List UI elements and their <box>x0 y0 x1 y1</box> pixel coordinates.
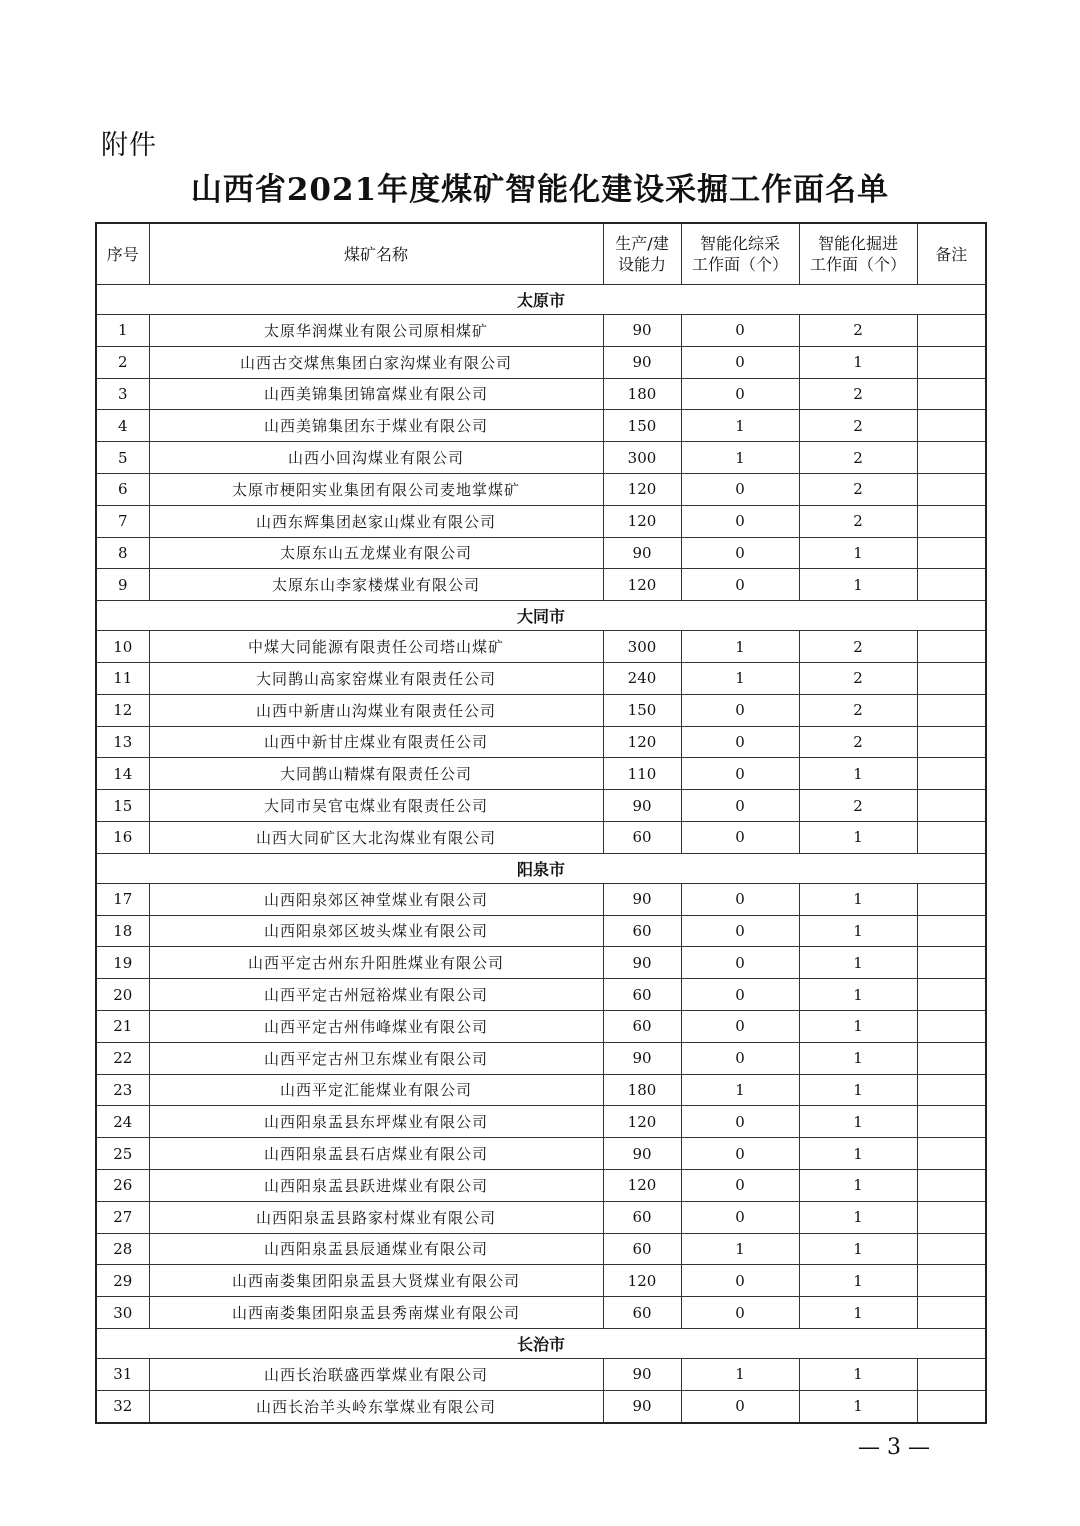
region-name: 大同市 <box>96 601 986 631</box>
cell-capacity: 60 <box>603 1201 681 1233</box>
cell-excavation: 1 <box>799 821 917 853</box>
table-row <box>96 631 986 663</box>
table-row <box>96 1042 986 1074</box>
cell-capacity: 60 <box>603 915 681 947</box>
cell-remark <box>917 442 986 474</box>
cell-no: 25 <box>96 1138 149 1170</box>
table-row <box>96 569 986 601</box>
cell-mine-name: 山西阳泉盂县跃进煤业有限公司 <box>149 1169 603 1201</box>
cell-mine-name: 太原华润煤业有限公司原相煤矿 <box>149 315 603 347</box>
cell-mine-name: 山西长治联盛西掌煤业有限公司 <box>149 1358 603 1390</box>
cell-excavation: 1 <box>799 569 917 601</box>
cell-mine-name: 大同鹊山精煤有限责任公司 <box>149 758 603 790</box>
cell-fully-mechanized: 0 <box>681 694 799 726</box>
region-row <box>96 601 986 631</box>
cell-excavation: 2 <box>799 378 917 410</box>
attachment-label: 附件 <box>101 130 157 161</box>
table-row <box>96 1390 986 1422</box>
table-row <box>96 505 986 537</box>
cell-remark <box>917 662 986 694</box>
table-row <box>96 1010 986 1042</box>
region-row <box>96 285 986 315</box>
cell-capacity: 90 <box>603 790 681 822</box>
cell-no: 19 <box>96 947 149 979</box>
table-row <box>96 694 986 726</box>
cell-fully-mechanized: 0 <box>681 915 799 947</box>
cell-no: 12 <box>96 694 149 726</box>
cell-excavation: 1 <box>799 1233 917 1265</box>
cell-excavation: 2 <box>799 662 917 694</box>
cell-mine-name: 山西大同矿区大北沟煤业有限公司 <box>149 821 603 853</box>
cell-fully-mechanized: 0 <box>681 315 799 347</box>
cell-mine-name: 山西美锦集团东于煤业有限公司 <box>149 410 603 442</box>
cell-no: 6 <box>96 473 149 505</box>
region-name: 太原市 <box>96 285 986 315</box>
table-row <box>96 1169 986 1201</box>
cell-remark <box>917 1390 986 1422</box>
cell-no: 17 <box>96 883 149 915</box>
header-capacity <box>603 223 681 285</box>
cell-fully-mechanized: 1 <box>681 410 799 442</box>
cell-fully-mechanized: 0 <box>681 758 799 790</box>
cell-mine-name: 山西阳泉盂县辰通煤业有限公司 <box>149 1233 603 1265</box>
cell-excavation: 1 <box>799 947 917 979</box>
table-row <box>96 1201 986 1233</box>
cell-capacity: 90 <box>603 346 681 378</box>
cell-mine-name: 山西中新唐山沟煤业有限责任公司 <box>149 694 603 726</box>
cell-no: 20 <box>96 979 149 1011</box>
cell-remark <box>917 505 986 537</box>
cell-remark <box>917 979 986 1011</box>
cell-excavation: 1 <box>799 1358 917 1390</box>
table-row <box>96 442 986 474</box>
cell-fully-mechanized: 0 <box>681 821 799 853</box>
cell-no: 5 <box>96 442 149 474</box>
cell-capacity: 180 <box>603 1074 681 1106</box>
cell-fully-mechanized: 0 <box>681 1265 799 1297</box>
cell-no: 27 <box>96 1201 149 1233</box>
cell-capacity: 120 <box>603 505 681 537</box>
header-capacity-line1: 生产/建 <box>615 234 669 253</box>
cell-capacity: 90 <box>603 1390 681 1422</box>
cell-no: 9 <box>96 569 149 601</box>
cell-no: 24 <box>96 1106 149 1138</box>
cell-fully-mechanized: 0 <box>681 1042 799 1074</box>
cell-fully-mechanized: 0 <box>681 790 799 822</box>
cell-mine-name: 太原东山李家楼煤业有限公司 <box>149 569 603 601</box>
cell-remark <box>917 346 986 378</box>
cell-capacity: 90 <box>603 1138 681 1170</box>
cell-remark <box>917 694 986 726</box>
cell-excavation: 2 <box>799 790 917 822</box>
coal-mine-table <box>95 222 987 1424</box>
header-fully-mechanized-line1: 智能化综采 <box>699 234 780 253</box>
cell-excavation: 1 <box>799 1390 917 1422</box>
page-number <box>0 1434 1080 1462</box>
cell-no: 29 <box>96 1265 149 1297</box>
cell-mine-name: 太原市梗阳实业集团有限公司麦地掌煤矿 <box>149 473 603 505</box>
cell-no: 15 <box>96 790 149 822</box>
cell-no: 2 <box>96 346 149 378</box>
cell-mine-name: 大同鹊山高家窑煤业有限责任公司 <box>149 662 603 694</box>
cell-remark <box>917 1010 986 1042</box>
table-header <box>96 223 986 285</box>
cell-excavation: 1 <box>799 1201 917 1233</box>
header-fully-mechanized-line2: 工作面（个） <box>691 255 788 274</box>
cell-capacity: 120 <box>603 473 681 505</box>
table-row <box>96 947 986 979</box>
table-row <box>96 790 986 822</box>
table-row <box>96 346 986 378</box>
cell-capacity: 90 <box>603 883 681 915</box>
header-remark: 备注 <box>917 223 986 285</box>
cell-mine-name: 山西中新甘庄煤业有限责任公司 <box>149 726 603 758</box>
cell-mine-name: 山西小回沟煤业有限公司 <box>149 442 603 474</box>
cell-fully-mechanized: 0 <box>681 947 799 979</box>
cell-fully-mechanized: 1 <box>681 1233 799 1265</box>
cell-capacity: 180 <box>603 378 681 410</box>
cell-excavation: 2 <box>799 505 917 537</box>
cell-excavation: 1 <box>799 537 917 569</box>
cell-mine-name: 山西南娄集团阳泉盂县大贤煤业有限公司 <box>149 1265 603 1297</box>
cell-capacity: 90 <box>603 947 681 979</box>
table-row <box>96 1074 986 1106</box>
cell-mine-name: 山西美锦集团锦富煤业有限公司 <box>149 378 603 410</box>
cell-excavation: 1 <box>799 1042 917 1074</box>
cell-capacity: 90 <box>603 537 681 569</box>
cell-remark <box>917 1042 986 1074</box>
cell-excavation: 2 <box>799 726 917 758</box>
cell-mine-name: 山西长治羊头岭东掌煤业有限公司 <box>149 1390 603 1422</box>
cell-capacity: 110 <box>603 758 681 790</box>
cell-capacity: 120 <box>603 726 681 758</box>
cell-capacity: 120 <box>603 1169 681 1201</box>
header-excavation-line2: 工作面（个） <box>809 255 906 274</box>
cell-mine-name: 太原东山五龙煤业有限公司 <box>149 537 603 569</box>
cell-remark <box>917 1106 986 1138</box>
cell-capacity: 60 <box>603 1010 681 1042</box>
table-body <box>96 285 986 1423</box>
cell-mine-name: 山西平定古州伟峰煤业有限公司 <box>149 1010 603 1042</box>
cell-capacity: 90 <box>603 1042 681 1074</box>
cell-remark <box>917 473 986 505</box>
cell-mine-name: 山西阳泉郊区神堂煤业有限公司 <box>149 883 603 915</box>
cell-mine-name: 山西平定古州冠裕煤业有限公司 <box>149 979 603 1011</box>
cell-remark <box>917 410 986 442</box>
region-name: 长治市 <box>96 1328 986 1358</box>
table-row <box>96 1297 986 1329</box>
table-row <box>96 1138 986 1170</box>
cell-excavation: 2 <box>799 631 917 663</box>
table-row <box>96 726 986 758</box>
cell-fully-mechanized: 0 <box>681 979 799 1011</box>
table-row <box>96 1106 986 1138</box>
cell-no: 26 <box>96 1169 149 1201</box>
cell-mine-name: 山西南娄集团阳泉盂县秀南煤业有限公司 <box>149 1297 603 1329</box>
cell-mine-name: 山西古交煤焦集团白家沟煤业有限公司 <box>149 346 603 378</box>
cell-fully-mechanized: 0 <box>681 505 799 537</box>
cell-remark <box>917 315 986 347</box>
page-number-text: — 3 — <box>858 1435 930 1460</box>
table-row <box>96 537 986 569</box>
cell-fully-mechanized: 0 <box>681 726 799 758</box>
table-row <box>96 883 986 915</box>
cell-capacity: 300 <box>603 631 681 663</box>
cell-no: 8 <box>96 537 149 569</box>
cell-mine-name: 山西东辉集团赵家山煤业有限公司 <box>149 505 603 537</box>
cell-no: 28 <box>96 1233 149 1265</box>
cell-no: 13 <box>96 726 149 758</box>
cell-fully-mechanized: 0 <box>681 569 799 601</box>
cell-fully-mechanized: 0 <box>681 537 799 569</box>
table-row <box>96 979 986 1011</box>
cell-no: 1 <box>96 315 149 347</box>
cell-capacity: 120 <box>603 569 681 601</box>
cell-remark <box>917 758 986 790</box>
cell-no: 21 <box>96 1010 149 1042</box>
cell-excavation: 2 <box>799 315 917 347</box>
cell-capacity: 60 <box>603 1233 681 1265</box>
region-name: 阳泉市 <box>96 853 986 883</box>
header-mine-name: 煤矿名称 <box>149 223 603 285</box>
cell-capacity: 60 <box>603 821 681 853</box>
header-fully-mechanized <box>681 223 799 285</box>
cell-no: 22 <box>96 1042 149 1074</box>
cell-remark <box>917 631 986 663</box>
cell-remark <box>917 1233 986 1265</box>
cell-mine-name: 山西阳泉郊区坡头煤业有限公司 <box>149 915 603 947</box>
cell-excavation: 1 <box>799 346 917 378</box>
table-row <box>96 473 986 505</box>
cell-excavation: 1 <box>799 1106 917 1138</box>
cell-fully-mechanized: 0 <box>681 883 799 915</box>
cell-no: 4 <box>96 410 149 442</box>
cell-excavation: 1 <box>799 1010 917 1042</box>
cell-fully-mechanized: 0 <box>681 1010 799 1042</box>
cell-excavation: 1 <box>799 758 917 790</box>
cell-no: 23 <box>96 1074 149 1106</box>
table-row <box>96 1265 986 1297</box>
cell-fully-mechanized: 0 <box>681 1201 799 1233</box>
cell-capacity: 300 <box>603 442 681 474</box>
cell-no: 3 <box>96 378 149 410</box>
table-row <box>96 1233 986 1265</box>
cell-fully-mechanized: 0 <box>681 1297 799 1329</box>
cell-remark <box>917 537 986 569</box>
region-row <box>96 853 986 883</box>
cell-capacity: 150 <box>603 410 681 442</box>
cell-excavation: 1 <box>799 1138 917 1170</box>
cell-fully-mechanized: 0 <box>681 1169 799 1201</box>
cell-no: 32 <box>96 1390 149 1422</box>
cell-excavation: 1 <box>799 1169 917 1201</box>
cell-mine-name: 山西平定汇能煤业有限公司 <box>149 1074 603 1106</box>
cell-fully-mechanized: 0 <box>681 1106 799 1138</box>
cell-excavation: 2 <box>799 694 917 726</box>
table-row <box>96 1358 986 1390</box>
cell-remark <box>917 790 986 822</box>
cell-no: 30 <box>96 1297 149 1329</box>
cell-remark <box>917 1169 986 1201</box>
cell-remark <box>917 947 986 979</box>
cell-remark <box>917 883 986 915</box>
cell-mine-name: 大同市吴官屯煤业有限责任公司 <box>149 790 603 822</box>
header-row <box>96 223 986 285</box>
cell-excavation: 2 <box>799 410 917 442</box>
cell-capacity: 60 <box>603 979 681 1011</box>
cell-remark <box>917 1297 986 1329</box>
cell-fully-mechanized: 0 <box>681 346 799 378</box>
cell-remark <box>917 1265 986 1297</box>
cell-no: 31 <box>96 1358 149 1390</box>
table-row <box>96 378 986 410</box>
header-capacity-line2: 设能力 <box>617 255 666 274</box>
table-row <box>96 758 986 790</box>
cell-remark <box>917 1074 986 1106</box>
cell-no: 7 <box>96 505 149 537</box>
table-row <box>96 662 986 694</box>
cell-excavation: 1 <box>799 1297 917 1329</box>
cell-excavation: 1 <box>799 1265 917 1297</box>
cell-excavation: 2 <box>799 442 917 474</box>
cell-mine-name: 山西阳泉盂县石店煤业有限公司 <box>149 1138 603 1170</box>
cell-no: 18 <box>96 915 149 947</box>
cell-fully-mechanized: 1 <box>681 662 799 694</box>
cell-mine-name: 中煤大同能源有限责任公司塔山煤矿 <box>149 631 603 663</box>
cell-mine-name: 山西阳泉盂县路家村煤业有限公司 <box>149 1201 603 1233</box>
cell-remark <box>917 821 986 853</box>
header-excavation-line1: 智能化掘进 <box>817 234 898 253</box>
cell-excavation: 1 <box>799 883 917 915</box>
cell-remark <box>917 1201 986 1233</box>
table-row <box>96 315 986 347</box>
cell-fully-mechanized: 1 <box>681 1074 799 1106</box>
cell-fully-mechanized: 0 <box>681 378 799 410</box>
cell-excavation: 1 <box>799 979 917 1011</box>
document-title: 山西省2021年度煤矿智能化建设采掘工作面名单 <box>190 172 890 208</box>
header-no: 序号 <box>96 223 149 285</box>
cell-remark <box>917 726 986 758</box>
cell-remark <box>917 1138 986 1170</box>
cell-fully-mechanized: 1 <box>681 631 799 663</box>
cell-excavation: 2 <box>799 473 917 505</box>
cell-capacity: 60 <box>603 1297 681 1329</box>
cell-mine-name: 山西平定古州东升阳胜煤业有限公司 <box>149 947 603 979</box>
cell-fully-mechanized: 1 <box>681 442 799 474</box>
cell-remark <box>917 378 986 410</box>
cell-capacity: 120 <box>603 1265 681 1297</box>
table-row <box>96 915 986 947</box>
table-row <box>96 821 986 853</box>
table-row <box>96 410 986 442</box>
cell-fully-mechanized: 0 <box>681 1138 799 1170</box>
header-excavation <box>799 223 917 285</box>
cell-no: 14 <box>96 758 149 790</box>
cell-capacity: 120 <box>603 1106 681 1138</box>
region-row <box>96 1328 986 1358</box>
cell-capacity: 90 <box>603 1358 681 1390</box>
cell-no: 16 <box>96 821 149 853</box>
cell-fully-mechanized: 0 <box>681 473 799 505</box>
cell-no: 10 <box>96 631 149 663</box>
cell-remark <box>917 915 986 947</box>
cell-capacity: 150 <box>603 694 681 726</box>
cell-remark <box>917 1358 986 1390</box>
cell-remark <box>917 569 986 601</box>
cell-excavation: 1 <box>799 915 917 947</box>
cell-no: 11 <box>96 662 149 694</box>
cell-capacity: 240 <box>603 662 681 694</box>
cell-excavation: 1 <box>799 1074 917 1106</box>
cell-fully-mechanized: 0 <box>681 1390 799 1422</box>
cell-mine-name: 山西阳泉盂县东坪煤业有限公司 <box>149 1106 603 1138</box>
cell-mine-name: 山西平定古州卫东煤业有限公司 <box>149 1042 603 1074</box>
cell-fully-mechanized: 1 <box>681 1358 799 1390</box>
cell-capacity: 90 <box>603 315 681 347</box>
